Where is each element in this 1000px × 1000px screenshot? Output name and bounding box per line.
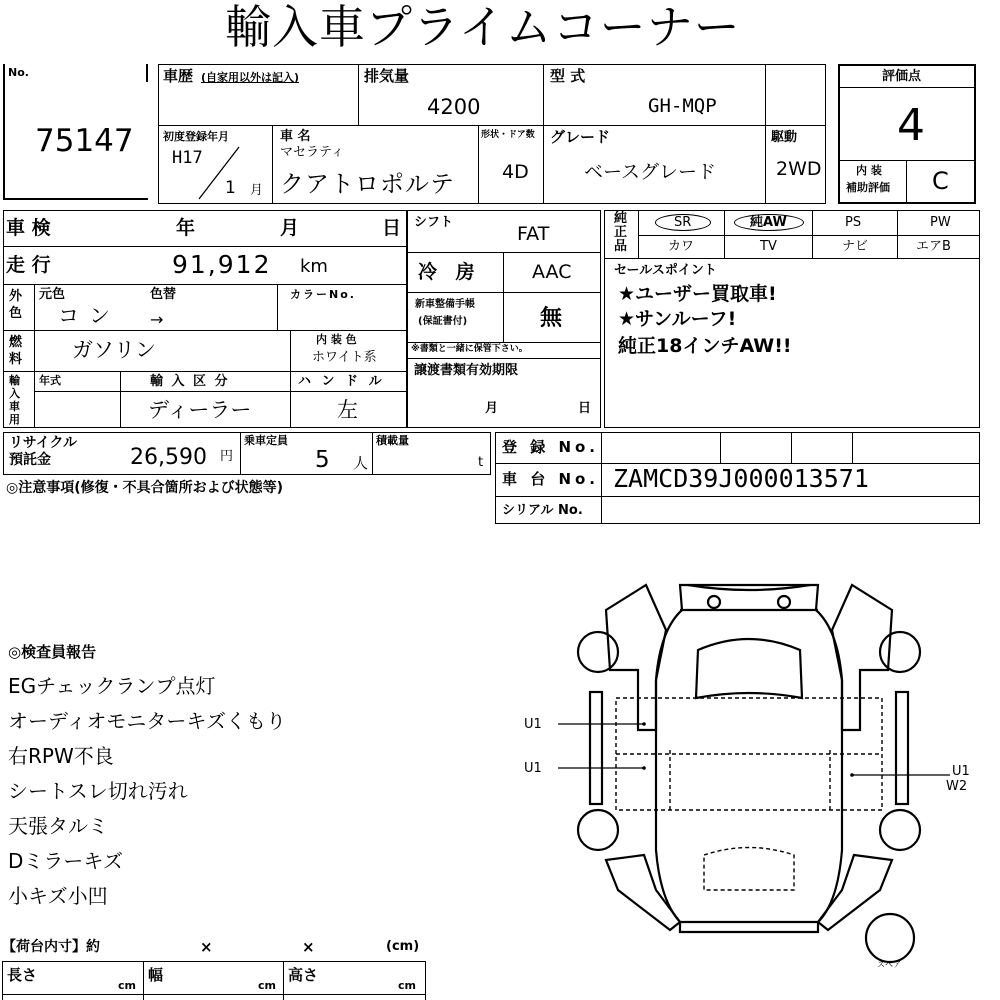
recycle-value: 26,590 (130, 445, 207, 470)
recycle-unit: 円 (220, 449, 234, 464)
inspection-year: 年 (176, 217, 196, 239)
cargo-times-1: × (200, 938, 213, 956)
front-right-door (832, 585, 892, 730)
inspection-label: 車 検 (6, 217, 51, 239)
rear-left-wheel (578, 810, 618, 850)
transfer-label: 譲渡書類有効期限 (414, 363, 519, 378)
recycle-label-2: 預託金 (9, 452, 51, 468)
equip-leather: カワ (668, 239, 695, 254)
car-name: クアトロポルテ (280, 170, 455, 198)
maintenance-note: ※書類と一緒に保管下さい。 (411, 344, 528, 354)
capacity-unit: 人 (353, 454, 369, 472)
doors-label: 形状・ドア数 (481, 130, 535, 140)
color-orig-label: 元色 (39, 287, 66, 302)
lot-number: 75147 (35, 123, 134, 159)
rear-left-door (606, 855, 680, 930)
reg-no-label: 登 録 No. (502, 438, 600, 456)
capacity-value: 5 (315, 447, 330, 473)
chassis-no-label: 車 台 No. (502, 470, 600, 488)
left-side-strip (590, 692, 602, 804)
first-reg-era: H17 (172, 148, 203, 168)
mileage-unit: km (300, 256, 328, 277)
score-label: 評価点 (882, 69, 922, 84)
equip-sr: SR (674, 215, 692, 230)
front-right-wheel (880, 632, 920, 672)
history-note: (自家用以外は記入) (201, 71, 300, 84)
import-handle-value: 左 (337, 398, 358, 422)
shift-label: シフト (414, 215, 454, 230)
damage-mark-4: W2 (946, 779, 968, 794)
interior-color-label: 内 装 色 (316, 333, 357, 346)
displacement-label: 排気量 (364, 67, 410, 85)
equip-aw: 純AW (750, 215, 787, 230)
color-side-label: 外色 (9, 289, 23, 321)
import-side-label: 輸入車用 (9, 374, 20, 426)
maintenance-label-2: (保証書付) (418, 316, 468, 327)
grade-value: ベースグレード (584, 161, 717, 183)
load-unit: t (478, 455, 484, 470)
sales-point-1: ★ユーザー買取車! (618, 283, 777, 305)
cargo-width-cm: cm (258, 979, 276, 992)
page-title: 輸入車プライムコーナー (225, 0, 741, 54)
first-reg-month: 1 (225, 178, 236, 198)
equip-tv: TV (760, 239, 777, 254)
sales-point-2: ★サンルーフ! (618, 308, 737, 330)
color-change-value: → (150, 310, 164, 329)
interior-score-value: C (932, 167, 949, 195)
rear-right-door (818, 855, 892, 930)
serial-no-label: シリアル No. (502, 503, 583, 518)
report-item-5: 天張タルミ (8, 814, 108, 838)
cargo-height-cm: cm (398, 979, 416, 992)
notes-heading: ◎注意事項(修復・不具合箇所および状態等) (6, 480, 284, 496)
inspection-month: 月 (280, 217, 300, 239)
report-item-7: 小キズ小凹 (8, 884, 108, 908)
fuel-label: 燃料 (9, 335, 23, 367)
interior-score-label-1: 内 装 (856, 164, 882, 177)
drive-value: 2WD (776, 158, 822, 180)
capacity-label: 乗車定員 (244, 434, 288, 447)
trunk-dashed (704, 848, 794, 891)
model-value: GH-MQP (648, 95, 717, 117)
color-change-label: 色替 (150, 287, 177, 302)
car-roof (696, 639, 802, 698)
doors-value: 4D (502, 161, 529, 183)
cargo-height-label: 高さ (288, 966, 319, 984)
grade-label: グレード (550, 128, 611, 146)
aircon-value: AAC (532, 261, 572, 283)
car-name-label: 車 名 (280, 129, 311, 144)
color-orig-value: コン (58, 304, 120, 328)
chassis-no-value: ZAMCD39J000013571 (613, 464, 869, 493)
load-label: 積載量 (376, 434, 409, 447)
cargo-length-cm: cm (118, 979, 136, 992)
spare-label: スペア (877, 960, 901, 969)
displacement-value: 4200 (427, 95, 481, 119)
right-side-strip (896, 692, 908, 804)
mileage-value: 91,912 (172, 250, 272, 279)
equip-airbag: エアB (916, 239, 951, 254)
rear-right-wheel (880, 810, 920, 850)
equipment-label: 純正品 (614, 211, 628, 254)
equip-pw: PW (930, 215, 951, 230)
lot-label: No. (8, 66, 29, 79)
sales-points-label: セールスポイント (614, 263, 717, 278)
report-item-1: EGチェックランプ点灯 (8, 674, 216, 698)
damage-mark-1: U1 (524, 717, 542, 732)
report-item-2: オーディオモニターキズくもり (8, 709, 286, 733)
interior-score-label-2: 補助評価 (846, 181, 890, 194)
lot-box (3, 64, 153, 204)
aircon-label: 冷 房 (418, 261, 481, 283)
inspection-day: 日 (382, 217, 402, 239)
cargo-length-label: 長さ (7, 966, 38, 984)
drive-label: 駆動 (771, 130, 798, 145)
mileage-label: 走 行 (6, 254, 51, 276)
car-maker: マセラティ (280, 145, 344, 160)
recycle-label-1: リサイクル (9, 435, 78, 451)
damage-mark-2: U1 (524, 761, 542, 776)
maintenance-label-1: 新車整備手帳 (415, 299, 475, 310)
transfer-month: 月 (485, 401, 499, 416)
report-item-4: シートスレ切れ汚れ (8, 779, 188, 803)
shift-value: FAT (517, 223, 550, 245)
sales-point-3: 純正18インチAW!! (618, 335, 792, 357)
report-heading: ◎検査員報告 (8, 643, 97, 661)
cargo-unit: (cm) (386, 939, 420, 954)
import-type-value: ディーラー (148, 398, 252, 422)
car-damage-diagram (520, 570, 990, 990)
transfer-day: 日 (578, 401, 592, 416)
report-item-6: Dミラーキズ (8, 849, 124, 873)
maintenance-value: 無 (540, 306, 563, 331)
first-reg-label: 初度登録年月 (163, 130, 229, 143)
cargo-heading: 【荷台内寸】約 (2, 939, 100, 955)
cargo-times-2: × (302, 938, 315, 956)
import-handle-label: ハ ン ド ル (298, 374, 385, 389)
spare-tire (866, 914, 914, 962)
import-type-label: 輸 入 区 分 (150, 374, 230, 389)
front-left-wheel (578, 632, 618, 672)
history-label: 車歴 (163, 67, 194, 85)
damage-mark-3: U1 (952, 764, 970, 779)
front-left-door (606, 585, 666, 730)
equip-ps: PS (845, 215, 862, 230)
model-label: 型 式 (550, 67, 586, 85)
interior-color-value: ホワイト系 (312, 350, 377, 365)
import-year-label: 年式 (39, 374, 61, 387)
equip-navi: ナビ (842, 239, 869, 254)
report-item-3: 右RPW不良 (8, 744, 114, 768)
color-code-label: カラーNo. (290, 288, 356, 301)
cargo-width-label: 幅 (148, 966, 164, 984)
score-value: 4 (897, 100, 925, 151)
fuel-value: ガソリン (72, 338, 156, 362)
first-reg-month-unit: 月 (250, 183, 264, 198)
